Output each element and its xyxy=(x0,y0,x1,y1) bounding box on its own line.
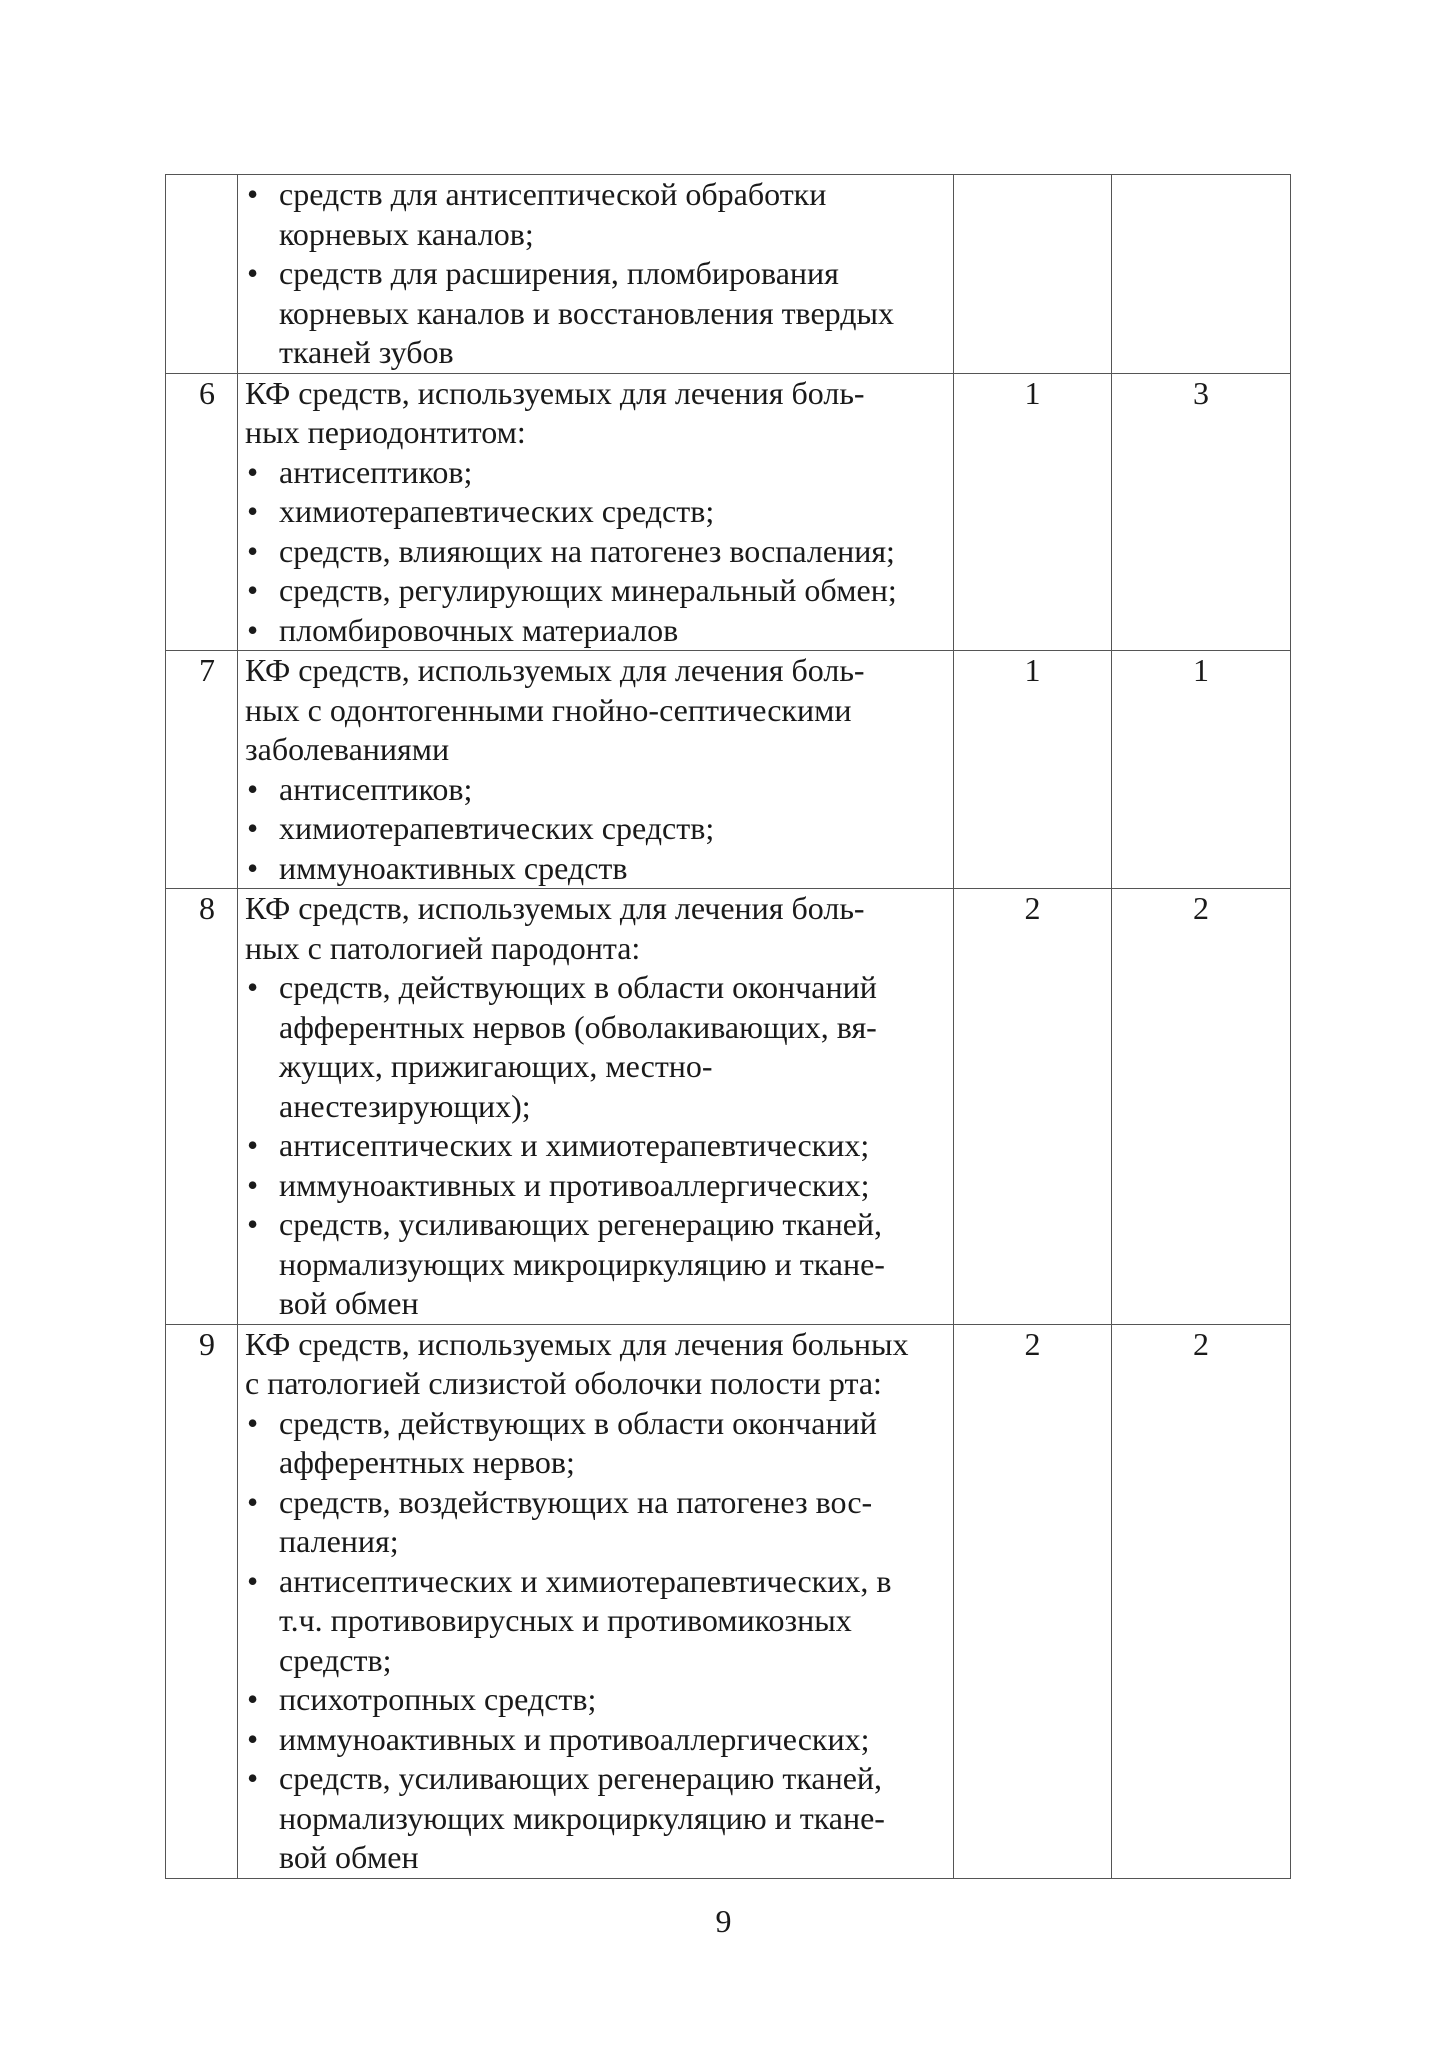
topic-title-line: КФ средств, используемых для лечения больных xyxy=(245,1325,909,1362)
list-item xyxy=(245,1404,947,1483)
list-item xyxy=(245,254,947,373)
bullet-icon: • xyxy=(247,770,259,807)
list-item xyxy=(245,1483,947,1562)
bullet-icon: • xyxy=(247,453,259,490)
page-number: 9 xyxy=(715,1903,732,1939)
row-number: 6 xyxy=(166,373,238,651)
bullet-icon: • xyxy=(247,1206,259,1242)
row-number: 8 xyxy=(166,889,238,1325)
list-item-line: нормализующих микроциркуляцию и ткане- xyxy=(279,1799,885,1836)
practice-hours: 1 xyxy=(1112,651,1291,889)
topic-cell xyxy=(238,373,954,651)
topic-cell xyxy=(238,175,954,374)
topic-item-list xyxy=(245,968,947,1324)
topic-cell xyxy=(238,651,954,889)
list-item xyxy=(245,571,947,611)
bullet-icon: • xyxy=(247,255,259,291)
list-item-line: средств, влияющих на патогенез воспаления; xyxy=(279,532,895,569)
list-item xyxy=(245,1720,947,1760)
bullet-icon: • xyxy=(247,969,259,1005)
topic-item-list xyxy=(245,1404,947,1878)
topic-title-line: ных периодонтитом: xyxy=(245,414,526,450)
bullet-icon: • xyxy=(247,1681,259,1717)
row-number xyxy=(166,175,238,374)
lecture-hours: 1 xyxy=(954,651,1112,889)
list-item xyxy=(245,175,947,254)
list-item xyxy=(245,1205,947,1324)
list-item xyxy=(245,611,947,651)
topic-title-line: заболеваниями xyxy=(245,731,450,767)
topic-cell xyxy=(238,1324,954,1878)
table-row xyxy=(166,889,1291,1325)
list-item-line: афферентных нервов (обволакивающих, вя- xyxy=(279,1008,877,1045)
list-item-line: средств, регулирующих минеральный обмен; xyxy=(279,572,897,608)
topic-title-line: ных с одонтогенными гнойно-септическими xyxy=(245,691,852,728)
list-item xyxy=(245,1126,947,1166)
list-item-line: средств, усиливающих регенерацию тканей, xyxy=(279,1206,883,1242)
list-item-line: антисептиков; xyxy=(279,770,473,807)
list-item-line: психотропных средств; xyxy=(279,1681,597,1717)
list-item-line: афферентных нервов; xyxy=(279,1444,575,1480)
list-item xyxy=(245,1562,947,1681)
list-item xyxy=(245,492,947,532)
topic-title-line: ных с патологией пародонта: xyxy=(245,929,641,966)
lecture-hours xyxy=(954,175,1112,374)
list-item-line: антисептических и химиотерапевтических; xyxy=(279,1127,870,1163)
list-item xyxy=(245,453,947,493)
list-item-line: жущих, прижигающих, местно- xyxy=(279,1048,713,1084)
list-item-line: средств, воздействующих на патогенез вос- xyxy=(279,1483,873,1520)
list-item-line: нормализующих микроциркуляцию и ткане- xyxy=(279,1245,885,1282)
list-item-line: вой обмен xyxy=(279,1285,419,1321)
list-item-line: корневых каналов и восстановления твердых xyxy=(279,294,895,331)
curriculum-table xyxy=(165,174,1291,1879)
row-number: 7 xyxy=(166,651,238,889)
topic-cell xyxy=(238,889,954,1325)
list-item-line: антисептиков; xyxy=(279,453,473,490)
bullet-icon: • xyxy=(247,493,259,529)
bullet-icon: • xyxy=(247,1760,259,1796)
bullet-icon: • xyxy=(247,810,259,846)
bullet-icon: • xyxy=(247,1166,259,1203)
bullet-icon: • xyxy=(247,1720,259,1757)
list-item xyxy=(245,532,947,572)
list-item-line: средств; xyxy=(279,1641,392,1678)
bullet-icon: • xyxy=(247,532,259,569)
list-item-line: т.ч. противовирусных и противомикозных xyxy=(279,1602,852,1638)
list-item-line: средств, усиливающих регенерацию тканей, xyxy=(279,1760,883,1796)
curriculum-table-body xyxy=(166,175,1291,1879)
list-item-line: средств для антисептической обработки xyxy=(279,176,827,212)
topic-title-line: с патологией слизистой оболочки полости рта: xyxy=(245,1365,882,1401)
list-item-line: средств, действующих в области окончаний xyxy=(279,1404,877,1441)
table-row xyxy=(166,373,1291,651)
list-item-line: средств для расширения, пломбирования xyxy=(279,255,839,291)
practice-hours: 2 xyxy=(1112,889,1291,1325)
list-item-line: иммуноактивных и противоаллергических; xyxy=(279,1720,870,1757)
list-item xyxy=(245,809,947,849)
lecture-hours: 2 xyxy=(954,1324,1112,1878)
lecture-hours: 1 xyxy=(954,373,1112,651)
bullet-icon: • xyxy=(247,1483,259,1520)
list-item-line: анестезирующих); xyxy=(279,1087,531,1124)
bullet-icon: • xyxy=(247,1404,259,1441)
list-item-line: корневых каналов; xyxy=(279,215,534,252)
topic-item-list xyxy=(245,770,947,889)
list-item xyxy=(245,1166,947,1206)
bullet-icon: • xyxy=(247,1562,259,1599)
list-item-line: средств, действующих в области окончаний xyxy=(279,969,877,1005)
list-item xyxy=(245,1759,947,1878)
list-item-line: тканей зубов xyxy=(279,334,454,370)
bullet-icon: • xyxy=(247,572,259,608)
table-row xyxy=(166,651,1291,889)
list-item xyxy=(245,1680,947,1720)
list-item-line: химиотерапевтических средств; xyxy=(279,810,715,846)
topic-title-line: КФ средств, используемых для лечения боль- xyxy=(245,890,865,926)
practice-hours xyxy=(1112,175,1291,374)
topic-title-line: КФ средств, используемых для лечения боль- xyxy=(245,374,865,411)
topic-item-list xyxy=(245,453,947,651)
list-item xyxy=(245,770,947,810)
list-item-line: антисептических и химиотерапевтических, в xyxy=(279,1562,892,1599)
lecture-hours: 2 xyxy=(954,889,1112,1325)
list-item xyxy=(245,968,947,1126)
table-row xyxy=(166,1324,1291,1878)
practice-hours: 2 xyxy=(1112,1324,1291,1878)
list-item-line: пломбировочных материалов xyxy=(279,611,679,648)
bullet-icon: • xyxy=(247,176,259,212)
list-item xyxy=(245,849,947,889)
topic-title-line: КФ средств, используемых для лечения боль- xyxy=(245,652,865,688)
list-item-line: паления; xyxy=(279,1523,399,1559)
topic-item-list xyxy=(245,175,947,373)
list-item-line: химиотерапевтических средств; xyxy=(279,493,715,529)
list-item-line: иммуноактивных средств xyxy=(279,849,628,886)
table-row xyxy=(166,175,1291,374)
row-number: 9 xyxy=(166,1324,238,1878)
list-item-line: иммуноактивных и противоаллергических; xyxy=(279,1166,870,1203)
list-item-line: вой обмен xyxy=(279,1839,419,1875)
bullet-icon: • xyxy=(247,611,259,648)
bullet-icon: • xyxy=(247,1127,259,1163)
practice-hours: 3 xyxy=(1112,373,1291,651)
bullet-icon: • xyxy=(247,849,259,886)
